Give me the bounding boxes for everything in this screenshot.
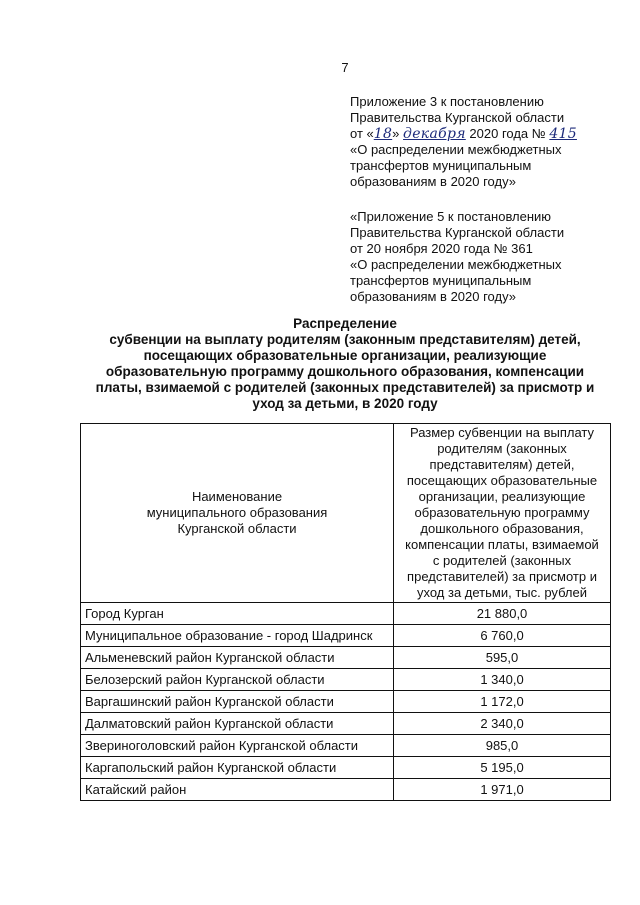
header-name-cell bbox=[81, 424, 394, 603]
row-value: 1 340,0 bbox=[394, 669, 611, 691]
annex-previous-line3: от 20 ноября 2020 года № 361 bbox=[350, 241, 533, 256]
date-suffix: 2020 года № bbox=[469, 126, 546, 141]
row-value: 1 971,0 bbox=[394, 779, 611, 801]
annex-previous-line1: «Приложение 5 к постановлению bbox=[350, 209, 552, 224]
header-name-line: Курганской области bbox=[177, 521, 297, 536]
annex-current-line2: Правительства Курганской области bbox=[350, 110, 565, 125]
row-value: 21 880,0 bbox=[394, 603, 611, 625]
annex-previous bbox=[350, 209, 620, 305]
header-name-line: Наименование bbox=[191, 489, 283, 504]
table-header-row bbox=[81, 424, 611, 603]
annex-previous-line5: трансфертов муниципальным bbox=[350, 273, 532, 288]
annex-previous-line6: образованиям в 2020 году» bbox=[350, 289, 516, 304]
header-value-line: представителям) детей, bbox=[429, 457, 575, 472]
header-value-line: представителей) за присмотр и bbox=[407, 569, 597, 584]
header-value-line: организации, реализующие bbox=[418, 489, 586, 504]
row-value: 595,0 bbox=[394, 647, 611, 669]
row-value: 5 195,0 bbox=[394, 757, 611, 779]
header-value-line: посещающих образовательные bbox=[406, 473, 598, 488]
handwritten-day: 18 bbox=[373, 126, 393, 142]
table-row bbox=[81, 669, 611, 691]
row-name: Альменевский район Курганской области bbox=[81, 647, 394, 669]
row-name: Далматовский район Курганской области bbox=[81, 713, 394, 735]
header-value-line: дошкольного образования, bbox=[420, 521, 584, 536]
annex-current-line1: Приложение 3 к постановлению bbox=[350, 94, 544, 109]
title-line3: посещающих образовательные организации, реализующие bbox=[143, 348, 547, 363]
row-name: Катайский район bbox=[81, 779, 394, 801]
annex-previous-line2: Правительства Курганской области bbox=[350, 225, 565, 240]
table-row bbox=[81, 603, 611, 625]
table-row bbox=[81, 779, 611, 801]
date-mid: » bbox=[392, 126, 400, 141]
title-line2: субвенции на выплату родителям (законным представителям) детей, bbox=[109, 332, 581, 347]
handwritten-number: 415 bbox=[549, 126, 577, 142]
annex-previous-line4: «О распределении межбюджетных bbox=[350, 257, 562, 272]
header-value-line: компенсации платы, взимаемой bbox=[405, 537, 599, 552]
header-value-line: уход за детьми, тыс. рублей bbox=[416, 585, 588, 600]
row-name: Каргапольский район Курганской области bbox=[81, 757, 394, 779]
row-value: 6 760,0 bbox=[394, 625, 611, 647]
header-name-line: муниципального образования bbox=[146, 505, 328, 520]
row-value: 1 172,0 bbox=[394, 691, 611, 713]
table-row bbox=[81, 691, 611, 713]
annex-current-line4: «О распределении межбюджетных bbox=[350, 142, 562, 157]
row-name: Белозерский район Курганской области bbox=[81, 669, 394, 691]
date-prefix: от « bbox=[350, 126, 374, 141]
title-line4: образовательную программу дошкольного образования, компенсации bbox=[105, 364, 585, 379]
annex-current-date bbox=[350, 126, 620, 142]
row-value: 2 340,0 bbox=[394, 713, 611, 735]
row-name: Варгашинский район Курганской области bbox=[81, 691, 394, 713]
table-row bbox=[81, 713, 611, 735]
title-line6: уход за детьми, в 2020 году bbox=[252, 396, 438, 411]
row-name: Город Курган bbox=[81, 603, 394, 625]
header-value-line: Размер субвенции на выплату bbox=[409, 425, 595, 440]
annex-current-line5: трансфертов муниципальным bbox=[350, 158, 532, 173]
table-row bbox=[81, 647, 611, 669]
distribution-table bbox=[80, 423, 611, 801]
header-value-cell bbox=[394, 424, 611, 603]
table-row bbox=[81, 757, 611, 779]
header-value-line: с родителей (законных bbox=[432, 553, 572, 568]
table-row bbox=[81, 735, 611, 757]
annex-current bbox=[350, 94, 620, 190]
row-name: Звериноголовский район Курганской области bbox=[81, 735, 394, 757]
row-name: Муниципальное образование - город Шадринск bbox=[81, 625, 394, 647]
header-value-line: родителям (законных bbox=[437, 441, 567, 456]
handwritten-month: декабря bbox=[403, 126, 466, 142]
title-line1: Распределение bbox=[293, 316, 397, 331]
title-line5: платы, взимаемой с родителей (законных представителей) за присмотр и bbox=[95, 380, 595, 395]
row-value: 985,0 bbox=[394, 735, 611, 757]
page-number: 7 bbox=[341, 60, 349, 75]
document-title bbox=[80, 316, 610, 412]
table-row bbox=[81, 625, 611, 647]
annex-current-line6: образованиям в 2020 году» bbox=[350, 174, 516, 189]
header-value-line: образовательную программу bbox=[414, 505, 590, 520]
